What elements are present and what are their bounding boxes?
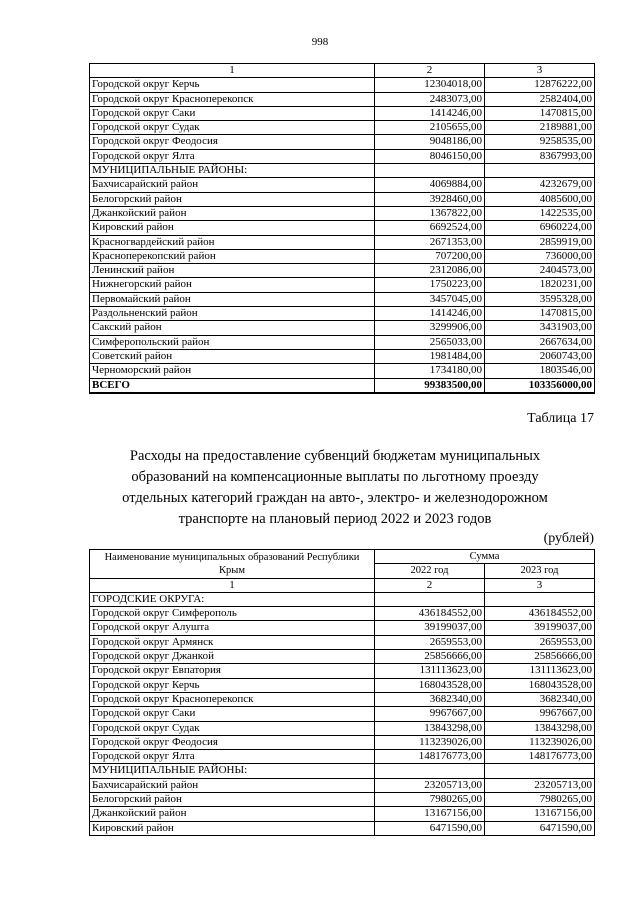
value-2022-cell: 13167156,00 bbox=[375, 807, 485, 821]
value-2023-cell: 2582404,00 bbox=[485, 92, 595, 106]
table-row bbox=[90, 764, 595, 778]
table-row bbox=[90, 321, 595, 335]
value-2022-cell: 2105655,00 bbox=[375, 121, 485, 135]
name-cell: Симферопольский район bbox=[90, 335, 375, 349]
value-2022-cell: 2483073,00 bbox=[375, 92, 485, 106]
value-2023-cell: 1803546,00 bbox=[485, 364, 595, 378]
value-2022-cell: 25856666,00 bbox=[375, 650, 485, 664]
name-cell: Городской округ Судак bbox=[90, 721, 375, 735]
value-2023-cell: 2859919,00 bbox=[485, 235, 595, 249]
name-cell: Белогорский район bbox=[90, 793, 375, 807]
value-2022-cell: 12304018,00 bbox=[375, 78, 485, 92]
value-2023-cell: 8367993,00 bbox=[485, 149, 595, 163]
name-cell: Городской округ Феодосия bbox=[90, 735, 375, 749]
name-cell: Джанкойский район bbox=[90, 807, 375, 821]
table-row bbox=[90, 164, 595, 178]
column-number-cell: 1 bbox=[90, 578, 375, 592]
header-year-cell: 2023 год bbox=[485, 564, 595, 578]
value-2022-cell: 39199037,00 bbox=[375, 621, 485, 635]
name-cell: Первомайский район bbox=[90, 292, 375, 306]
name-cell: Бахчисарайский район bbox=[90, 778, 375, 792]
table-row bbox=[90, 149, 595, 163]
column-number-cell: 2 bbox=[375, 578, 485, 592]
name-cell: Черноморский район bbox=[90, 364, 375, 378]
value-2023-cell: 2060743,00 bbox=[485, 349, 595, 363]
value-2022-cell bbox=[375, 164, 485, 178]
header-year-cell: 2022 год bbox=[375, 564, 485, 578]
value-2023-cell: 1470815,00 bbox=[485, 307, 595, 321]
value-2022-cell: 2312086,00 bbox=[375, 264, 485, 278]
value-2023-cell: 9967667,00 bbox=[485, 707, 595, 721]
units-label: (рублей) bbox=[543, 531, 594, 546]
value-2023-cell: 1422535,00 bbox=[485, 206, 595, 220]
name-cell: МУНИЦИПАЛЬНЫЕ РАЙОНЫ: bbox=[90, 764, 375, 778]
value-2022-cell: 1414246,00 bbox=[375, 106, 485, 120]
value-2023-cell: 131113623,00 bbox=[485, 664, 595, 678]
table-row bbox=[90, 135, 595, 149]
name-cell: Красногвардейский район bbox=[90, 235, 375, 249]
value-2022-cell: 2659553,00 bbox=[375, 635, 485, 649]
value-2022-cell: 1981484,00 bbox=[375, 349, 485, 363]
value-2022-cell: 9048186,00 bbox=[375, 135, 485, 149]
table-label: Таблица 17 bbox=[527, 411, 594, 426]
table-row bbox=[90, 264, 595, 278]
name-cell: ГОРОДСКИЕ ОКРУГА: bbox=[90, 592, 375, 606]
value-2022-cell: 3299906,00 bbox=[375, 321, 485, 335]
value-2022-cell: 13843298,00 bbox=[375, 721, 485, 735]
name-cell: Городской округ Джанкой bbox=[90, 650, 375, 664]
value-2023-cell: 168043528,00 bbox=[485, 678, 595, 692]
name-cell: Городской округ Евпатория bbox=[90, 664, 375, 678]
name-cell: Сакский район bbox=[90, 321, 375, 335]
value-2022-cell: 148176773,00 bbox=[375, 750, 485, 764]
value-2023-cell: 2659553,00 bbox=[485, 635, 595, 649]
column-number-cell: 3 bbox=[485, 64, 595, 78]
table-row bbox=[90, 807, 595, 821]
name-cell: МУНИЦИПАЛЬНЫЕ РАЙОНЫ: bbox=[90, 164, 375, 178]
name-cell: Кировский район bbox=[90, 221, 375, 235]
value-2023-cell bbox=[485, 164, 595, 178]
value-2023-cell: 4085600,00 bbox=[485, 192, 595, 206]
value-2022-cell: 8046150,00 bbox=[375, 149, 485, 163]
value-2023-cell: 13167156,00 bbox=[485, 807, 595, 821]
name-cell: Нижнегорский район bbox=[90, 278, 375, 292]
table-row bbox=[90, 178, 595, 192]
value-2022-cell bbox=[375, 764, 485, 778]
table-row bbox=[90, 650, 595, 664]
value-2023-cell: 3595328,00 bbox=[485, 292, 595, 306]
value-2023-cell: 736000,00 bbox=[485, 249, 595, 263]
value-2022-cell: 2671353,00 bbox=[375, 235, 485, 249]
name-cell: Городской округ Симферополь bbox=[90, 607, 375, 621]
subsidy-table-continued bbox=[89, 63, 595, 394]
value-2022-cell: 3928460,00 bbox=[375, 192, 485, 206]
name-cell: Городской округ Ялта bbox=[90, 149, 375, 163]
page-number: 998 bbox=[311, 36, 329, 48]
value-2023-cell: 1470815,00 bbox=[485, 106, 595, 120]
table-row bbox=[90, 335, 595, 349]
value-2023-cell: 2404573,00 bbox=[485, 264, 595, 278]
name-cell: Городской округ Феодосия bbox=[90, 135, 375, 149]
name-cell: Бахчисарайский район bbox=[90, 178, 375, 192]
value-2023-cell: 23205713,00 bbox=[485, 778, 595, 792]
table-row bbox=[90, 292, 595, 306]
table-row bbox=[90, 721, 595, 735]
value-2023-cell: 436184552,00 bbox=[485, 607, 595, 621]
table-row bbox=[90, 621, 595, 635]
header-sum-cell: Сумма bbox=[375, 550, 595, 564]
table-row bbox=[90, 592, 595, 606]
value-2022-cell: 6692524,00 bbox=[375, 221, 485, 235]
name-cell: Городской округ Судак bbox=[90, 121, 375, 135]
value-2022-cell: 3682340,00 bbox=[375, 692, 485, 706]
caption-line: транспорте на плановый период 2022 и 2023 годов bbox=[178, 511, 492, 527]
value-2022-cell: 6471590,00 bbox=[375, 821, 485, 835]
table-row bbox=[90, 206, 595, 220]
value-2022-cell: 9967667,00 bbox=[375, 707, 485, 721]
table-row bbox=[90, 192, 595, 206]
table-row bbox=[90, 664, 595, 678]
value-2022-cell: 131113623,00 bbox=[375, 664, 485, 678]
value-2023-cell bbox=[485, 764, 595, 778]
table-row bbox=[90, 249, 595, 263]
compensation-table bbox=[89, 549, 595, 836]
table-row bbox=[90, 92, 595, 106]
total-row bbox=[90, 378, 595, 393]
total-value-cell: 103356000,00 bbox=[485, 378, 595, 393]
table-row bbox=[90, 121, 595, 135]
value-2023-cell: 3682340,00 bbox=[485, 692, 595, 706]
value-2022-cell: 168043528,00 bbox=[375, 678, 485, 692]
value-2022-cell: 113239026,00 bbox=[375, 735, 485, 749]
value-2023-cell: 25856666,00 bbox=[485, 650, 595, 664]
name-cell: Городской округ Красноперекопск bbox=[90, 692, 375, 706]
name-cell: Городской округ Керчь bbox=[90, 78, 375, 92]
table-row bbox=[90, 778, 595, 792]
value-2023-cell: 3431903,00 bbox=[485, 321, 595, 335]
value-2023-cell: 39199037,00 bbox=[485, 621, 595, 635]
value-2023-cell: 12876222,00 bbox=[485, 78, 595, 92]
table-row bbox=[90, 278, 595, 292]
name-cell: Городской округ Алушта bbox=[90, 621, 375, 635]
value-2023-cell: 13843298,00 bbox=[485, 721, 595, 735]
value-2022-cell bbox=[375, 592, 485, 606]
value-2023-cell: 4232679,00 bbox=[485, 178, 595, 192]
value-2023-cell bbox=[485, 592, 595, 606]
value-2023-cell: 2667634,00 bbox=[485, 335, 595, 349]
caption-line: Расходы на предоставление субвенций бюджетам муниципальных bbox=[129, 448, 541, 464]
column-number-row bbox=[90, 578, 595, 592]
table-row bbox=[90, 106, 595, 120]
value-2022-cell: 23205713,00 bbox=[375, 778, 485, 792]
name-cell: Городской округ Ялта bbox=[90, 750, 375, 764]
value-2022-cell: 1734180,00 bbox=[375, 364, 485, 378]
table-row bbox=[90, 221, 595, 235]
value-2023-cell: 113239026,00 bbox=[485, 735, 595, 749]
value-2022-cell: 1750223,00 bbox=[375, 278, 485, 292]
value-2023-cell: 148176773,00 bbox=[485, 750, 595, 764]
total-label-cell: ВСЕГО bbox=[90, 378, 375, 393]
table-row bbox=[90, 78, 595, 92]
name-cell: Городской округ Армянск bbox=[90, 635, 375, 649]
table-row bbox=[90, 607, 595, 621]
column-number-cell: 3 bbox=[485, 578, 595, 592]
name-cell: Белогорский район bbox=[90, 192, 375, 206]
value-2022-cell: 3457045,00 bbox=[375, 292, 485, 306]
name-cell: Городской округ Керчь bbox=[90, 678, 375, 692]
value-2022-cell: 4069884,00 bbox=[375, 178, 485, 192]
table-row bbox=[90, 678, 595, 692]
table-row bbox=[90, 307, 595, 321]
caption-line: образований на компенсационные выплаты по льготному проезду bbox=[131, 469, 539, 485]
table-row bbox=[90, 692, 595, 706]
column-number-row bbox=[90, 64, 595, 78]
table-row bbox=[90, 349, 595, 363]
name-cell: Городской округ Саки bbox=[90, 106, 375, 120]
value-2023-cell: 9258535,00 bbox=[485, 135, 595, 149]
value-2022-cell: 1414246,00 bbox=[375, 307, 485, 321]
name-cell: Ленинский район bbox=[90, 264, 375, 278]
name-cell: Городской округ Красноперекопск bbox=[90, 92, 375, 106]
table-row bbox=[90, 635, 595, 649]
value-2023-cell: 6960224,00 bbox=[485, 221, 595, 235]
header-name-cell: Наименование муниципальных образований Республики Крым bbox=[90, 550, 375, 579]
name-cell: Раздольненский район bbox=[90, 307, 375, 321]
caption-line: отдельных категорий граждан на авто-, электро- и железнодорожном bbox=[122, 490, 548, 506]
value-2023-cell: 7980265,00 bbox=[485, 793, 595, 807]
table-row bbox=[90, 735, 595, 749]
table-row bbox=[90, 707, 595, 721]
table-row bbox=[90, 364, 595, 378]
column-number-cell: 2 bbox=[375, 64, 485, 78]
total-value-cell: 99383500,00 bbox=[375, 378, 485, 393]
value-2022-cell: 7980265,00 bbox=[375, 793, 485, 807]
table-caption bbox=[100, 446, 570, 530]
value-2023-cell: 6471590,00 bbox=[485, 821, 595, 835]
table-row bbox=[90, 750, 595, 764]
value-2022-cell: 436184552,00 bbox=[375, 607, 485, 621]
value-2022-cell: 2565033,00 bbox=[375, 335, 485, 349]
table-row bbox=[90, 821, 595, 835]
value-2023-cell: 1820231,00 bbox=[485, 278, 595, 292]
name-cell: Городской округ Саки bbox=[90, 707, 375, 721]
table-row bbox=[90, 793, 595, 807]
name-cell: Джанкойский район bbox=[90, 206, 375, 220]
value-2022-cell: 707200,00 bbox=[375, 249, 485, 263]
value-2022-cell: 1367822,00 bbox=[375, 206, 485, 220]
table-row bbox=[90, 235, 595, 249]
header-row bbox=[90, 550, 595, 564]
name-cell: Красноперекопский район bbox=[90, 249, 375, 263]
name-cell: Кировский район bbox=[90, 821, 375, 835]
column-number-cell: 1 bbox=[90, 64, 375, 78]
name-cell: Советский район bbox=[90, 349, 375, 363]
value-2023-cell: 2189881,00 bbox=[485, 121, 595, 135]
